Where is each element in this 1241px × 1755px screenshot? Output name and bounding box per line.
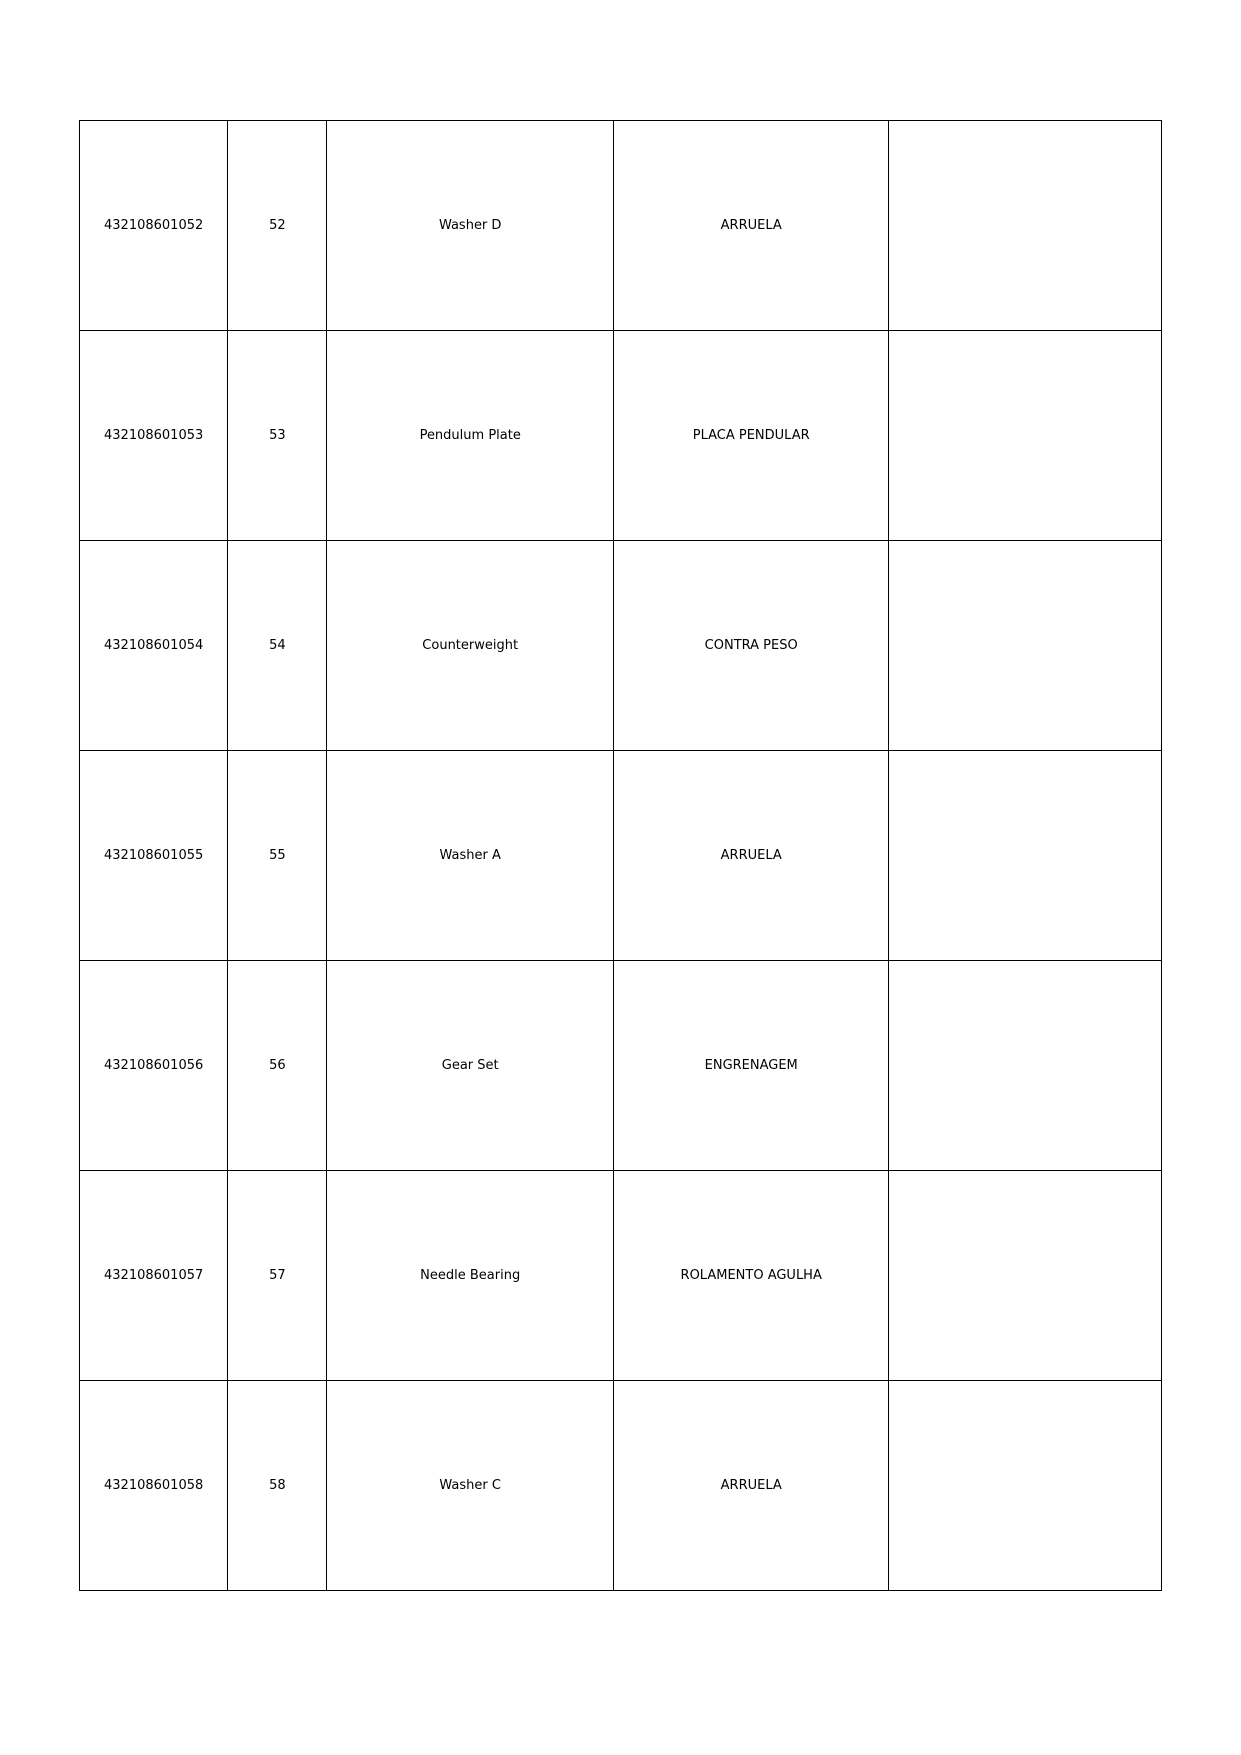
description-en-cell: Washer C	[327, 1381, 614, 1591]
notes-cell	[889, 331, 1162, 541]
part-number-cell: 432108601058	[80, 1381, 228, 1591]
part-number-cell: 432108601054	[80, 541, 228, 751]
notes-cell	[889, 751, 1162, 961]
notes-cell	[889, 1171, 1162, 1381]
item-number-cell: 55	[228, 751, 327, 961]
description-en-cell: Counterweight	[327, 541, 614, 751]
description-pt-cell: ARRUELA	[613, 1381, 889, 1591]
description-pt-cell: CONTRA PESO	[613, 541, 889, 751]
item-number-cell: 53	[228, 331, 327, 541]
item-number-cell: 57	[228, 1171, 327, 1381]
table-row	[80, 541, 1162, 751]
description-en-cell: Washer A	[327, 751, 614, 961]
item-number-cell: 52	[228, 121, 327, 331]
item-number-cell: 56	[228, 961, 327, 1171]
notes-cell	[889, 541, 1162, 751]
item-number-cell: 58	[228, 1381, 327, 1591]
description-en-cell: Washer D	[327, 121, 614, 331]
table-row	[80, 751, 1162, 961]
description-pt-cell: ARRUELA	[613, 751, 889, 961]
table-row	[80, 1381, 1162, 1591]
part-number-cell: 432108601057	[80, 1171, 228, 1381]
description-en-cell: Pendulum Plate	[327, 331, 614, 541]
description-en-cell: Gear Set	[327, 961, 614, 1171]
item-number-cell: 54	[228, 541, 327, 751]
table-row	[80, 331, 1162, 541]
description-pt-cell: ARRUELA	[613, 121, 889, 331]
description-pt-cell: ROLAMENTO AGULHA	[613, 1171, 889, 1381]
notes-cell	[889, 121, 1162, 331]
parts-table	[79, 120, 1162, 1591]
part-number-cell: 432108601052	[80, 121, 228, 331]
description-pt-cell: PLACA PENDULAR	[613, 331, 889, 541]
part-number-cell: 432108601056	[80, 961, 228, 1171]
table-row	[80, 1171, 1162, 1381]
part-number-cell: 432108601053	[80, 331, 228, 541]
notes-cell	[889, 961, 1162, 1171]
notes-cell	[889, 1381, 1162, 1591]
table-row	[80, 961, 1162, 1171]
description-en-cell: Needle Bearing	[327, 1171, 614, 1381]
description-pt-cell: ENGRENAGEM	[613, 961, 889, 1171]
part-number-cell: 432108601055	[80, 751, 228, 961]
table-row	[80, 121, 1162, 331]
